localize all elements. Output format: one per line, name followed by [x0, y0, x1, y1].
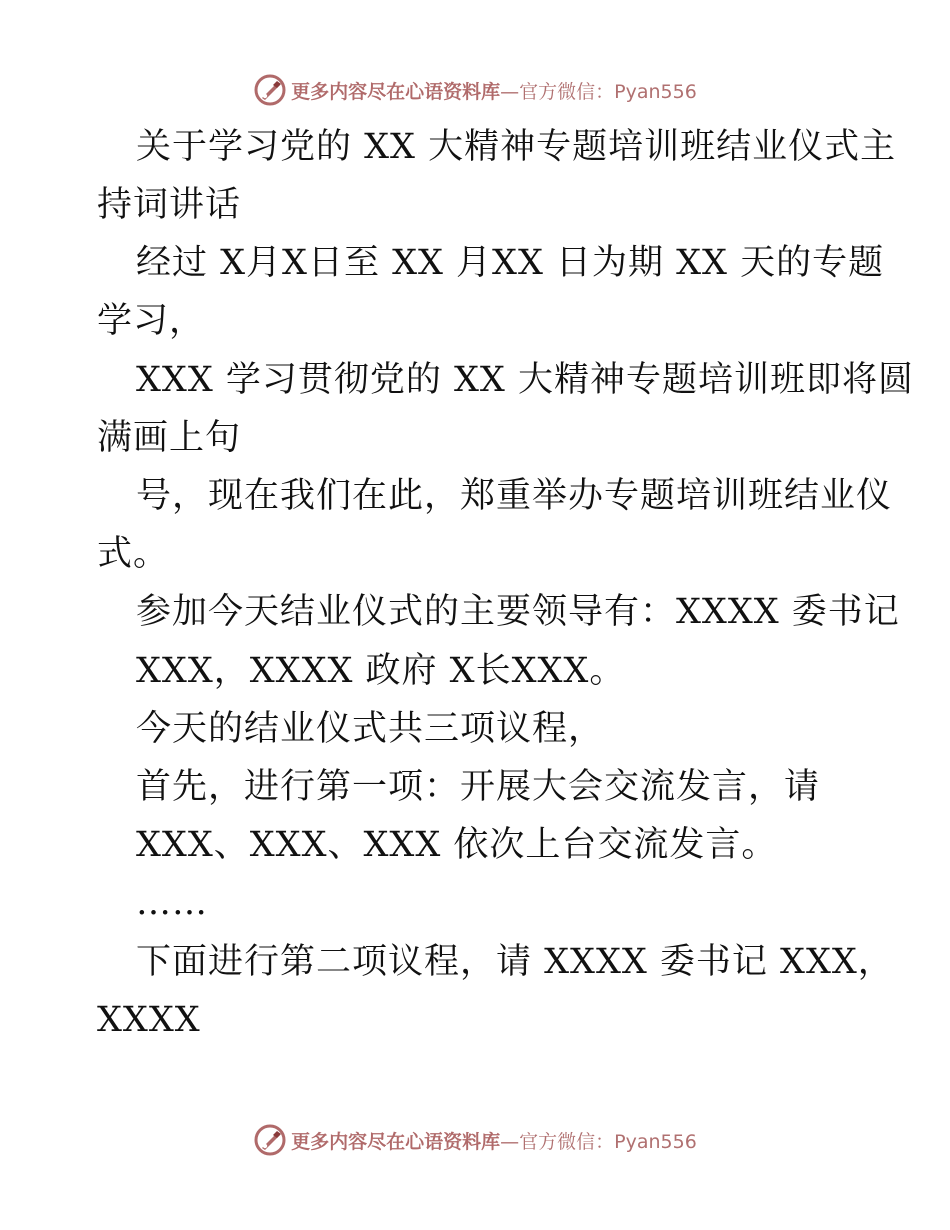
doc-paragraph-line: 号，现在我们在此，郑重举办专题培训班结业仪: [136, 476, 893, 516]
doc-paragraph-line: XXX 学习贯彻党的 XX 大精神专题培训班即将圆: [136, 360, 914, 400]
doc-ellipsis: ……: [136, 883, 208, 923]
header-watermark: [0, 70, 950, 110]
doc-paragraph-line: 今天的结业仪式共三项议程，: [136, 709, 605, 749]
doc-paragraph-line: XXXX: [97, 1000, 201, 1040]
quill-logo-icon: [253, 73, 287, 107]
watermark-text: 更多内容尽在心语资料库: [291, 1130, 501, 1153]
doc-title-line-2: 持词讲话: [97, 185, 242, 225]
footer-watermark: [0, 1120, 950, 1160]
doc-paragraph-line: XXX、XXX、XXX 依次上台交流发言。: [136, 825, 778, 865]
doc-paragraph-line: 下面进行第二项议程，请 XXXX 委书记 XXX，: [136, 942, 894, 982]
doc-paragraph-line: 满画上句: [97, 418, 242, 458]
doc-paragraph-line: 经过 X月X日至 XX 月XX 日为期 XX 天的专题: [136, 243, 885, 283]
doc-paragraph-line: XXX，XXXX 政府 X长XXX。: [136, 651, 626, 691]
quill-logo-icon: [253, 1123, 287, 1157]
watermark-wechat: —官方微信：Pyan556: [500, 80, 697, 103]
watermark-wechat: —官方微信：Pyan556: [500, 1130, 697, 1153]
watermark-text: 更多内容尽在心语资料库: [291, 80, 501, 103]
doc-paragraph-line: 学习，: [97, 301, 206, 341]
doc-paragraph-line: 式。: [97, 534, 170, 574]
doc-title-line-1: 关于学习党的 XX 大精神专题培训班结业仪式主: [136, 127, 897, 167]
doc-paragraph-line: 参加今天结业仪式的主要领导有：XXXX 委书记: [136, 592, 900, 632]
doc-paragraph-line: 首先，进行第一项：开展大会交流发言，请: [136, 767, 821, 807]
